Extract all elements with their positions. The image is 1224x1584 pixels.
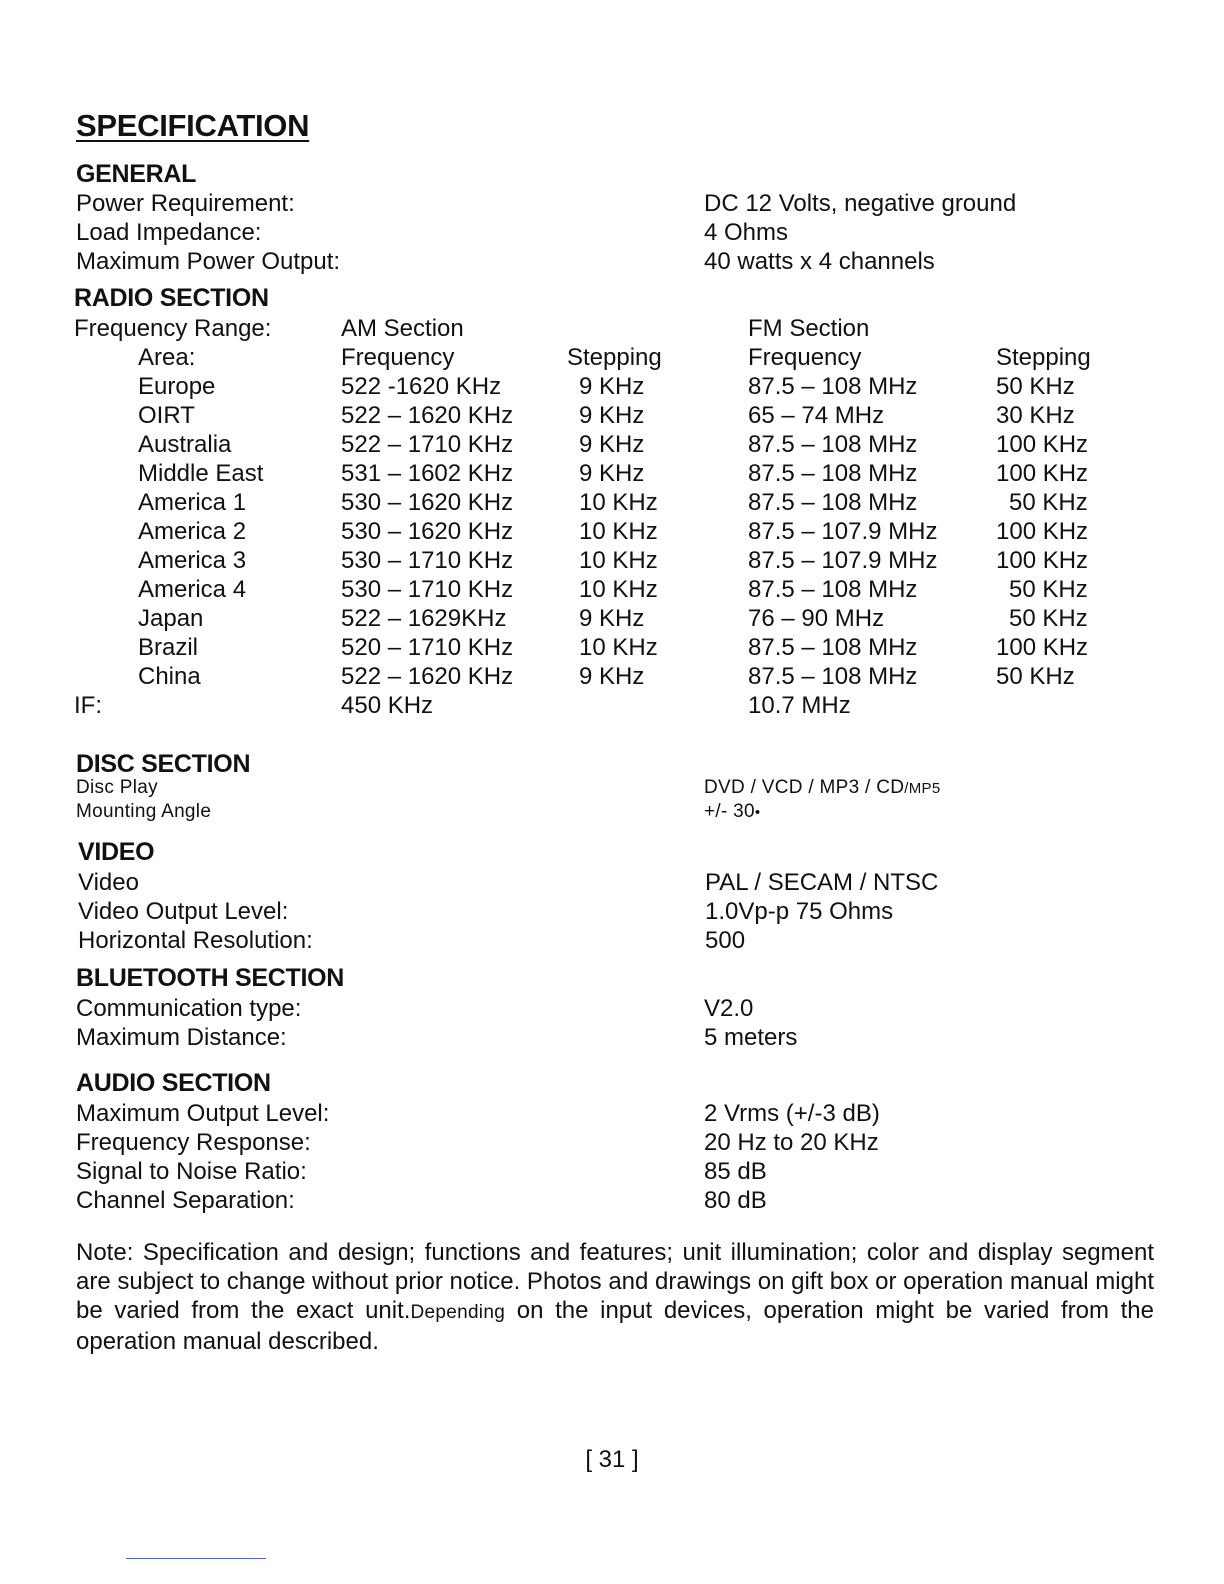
- radio-area: Japan: [138, 605, 204, 632]
- radio-am-stepping: 9 KHz: [579, 460, 645, 487]
- radio-am-stepping: 9 KHz: [579, 431, 645, 458]
- radio-am-stepping: 9 KHz: [579, 402, 645, 429]
- am-frequency-header: Frequency: [341, 344, 455, 371]
- radio-heading: RADIO SECTION: [74, 284, 269, 312]
- radio-am-frequency: 530 – 1710 KHz: [341, 576, 514, 603]
- bluetooth-label-type: Communication type:: [76, 995, 302, 1022]
- note-text-part3: on the input devices, operation might be varied from the operation manual described.: [76, 1297, 1155, 1355]
- radio-fm-stepping: 100 KHz: [996, 460, 1089, 487]
- radio-fm-stepping: 100 KHz: [996, 547, 1089, 574]
- radio-area: Brazil: [138, 634, 199, 661]
- audio-label-frequency-response: Frequency Response:: [76, 1129, 311, 1156]
- radio-fm-frequency: 76 – 90 MHz: [748, 605, 885, 632]
- general-heading: GENERAL: [76, 160, 197, 188]
- radio-fm-stepping: 100 KHz: [996, 431, 1089, 458]
- audio-label-separation: Channel Separation:: [76, 1187, 295, 1214]
- general-value-power: DC 12 Volts, negative ground: [704, 190, 1017, 217]
- page-title: SPECIFICATION: [76, 108, 310, 143]
- radio-am-stepping: 10 KHz: [579, 576, 658, 603]
- fm-frequency-header: Frequency: [748, 344, 862, 371]
- radio-am-stepping: 10 KHz: [579, 547, 658, 574]
- fm-stepping-header: Stepping: [996, 344, 1091, 371]
- video-value-output-level: 1.0Vp-p 75 Ohms: [705, 898, 894, 925]
- video-value-resolution: 500: [705, 927, 746, 954]
- radio-am-stepping: 10 KHz: [579, 518, 658, 545]
- radio-am-stepping: 10 KHz: [579, 489, 658, 516]
- bottom-rule: [126, 1558, 266, 1559]
- audio-value-output-level: 2 Vrms (+/-3 dB): [704, 1100, 880, 1127]
- disc-play-formats: DVD / VCD / MP3 / CD: [704, 777, 905, 798]
- area-header: Area:: [138, 344, 196, 371]
- radio-am-frequency: 522 – 1620 KHz: [341, 402, 514, 429]
- audio-value-snr: 85 dB: [704, 1158, 767, 1185]
- mounting-angle-number: +/- 30: [704, 801, 755, 822]
- am-section-label: AM Section: [341, 315, 464, 342]
- if-fm-value: 10.7 MHz: [748, 692, 851, 719]
- radio-fm-frequency: 87.5 – 108 MHz: [748, 634, 918, 661]
- radio-area: America 4: [138, 576, 247, 603]
- radio-am-frequency: 522 – 1620 KHz: [341, 663, 514, 690]
- radio-fm-frequency: 87.5 – 108 MHz: [748, 431, 918, 458]
- radio-fm-stepping: 50 KHz: [1009, 576, 1088, 603]
- radio-area: Europe: [138, 373, 216, 400]
- audio-value-frequency-response: 20 Hz to 20 KHz: [704, 1129, 879, 1156]
- radio-area: China: [138, 663, 201, 690]
- general-value-max-power: 40 watts x 4 channels: [704, 248, 935, 275]
- video-label-output-level: Video Output Level:: [78, 898, 289, 925]
- mounting-angle-label: Mounting Angle: [76, 801, 212, 822]
- radio-am-frequency: 522 -1620 KHz: [341, 373, 502, 400]
- radio-fm-frequency: 87.5 – 108 MHz: [748, 489, 918, 516]
- radio-am-frequency: 530 – 1620 KHz: [341, 518, 514, 545]
- video-heading: VIDEO: [78, 838, 155, 866]
- radio-fm-stepping: 50 KHz: [1009, 489, 1088, 516]
- bluetooth-heading: BLUETOOTH SECTION: [76, 964, 345, 992]
- radio-fm-frequency: 65 – 74 MHz: [748, 402, 885, 429]
- radio-area: America 3: [138, 547, 247, 574]
- radio-am-frequency: 520 – 1710 KHz: [341, 634, 514, 661]
- radio-fm-frequency: 87.5 – 107.9 MHz: [748, 518, 938, 545]
- bluetooth-label-distance: Maximum Distance:: [76, 1024, 287, 1051]
- radio-am-frequency: 530 – 1710 KHz: [341, 547, 514, 574]
- note-text-part2: Depending: [410, 1302, 506, 1323]
- audio-label-snr: Signal to Noise Ratio:: [76, 1158, 307, 1185]
- general-value-impedance: 4 Ohms: [704, 219, 789, 246]
- disc-heading: DISC SECTION: [76, 750, 251, 778]
- radio-am-frequency: 530 – 1620 KHz: [341, 489, 514, 516]
- radio-am-frequency: 522 – 1629KHz: [341, 605, 507, 632]
- radio-area: America 1: [138, 489, 247, 516]
- radio-area: Middle East: [138, 460, 264, 487]
- radio-area: Australia: [138, 431, 232, 458]
- disc-play-label: Disc Play: [76, 777, 158, 798]
- general-label-power: Power Requirement:: [76, 190, 295, 217]
- disc-play-formats-suffix: /MP5: [904, 780, 941, 797]
- degree-icon: •: [754, 804, 761, 821]
- radio-fm-stepping: 50 KHz: [1009, 605, 1088, 632]
- mounting-angle-value: [704, 800, 760, 825]
- radio-fm-frequency: 87.5 – 108 MHz: [748, 576, 918, 603]
- radio-fm-stepping: 50 KHz: [996, 373, 1075, 400]
- general-label-max-power: Maximum Power Output:: [76, 248, 341, 275]
- radio-fm-frequency: 87.5 – 108 MHz: [748, 373, 918, 400]
- radio-am-stepping: 9 KHz: [579, 605, 645, 632]
- radio-fm-stepping: 100 KHz: [996, 518, 1089, 545]
- fm-section-label: FM Section: [748, 315, 870, 342]
- audio-heading: AUDIO SECTION: [76, 1069, 271, 1097]
- frequency-range-label: Frequency Range:: [74, 315, 272, 342]
- if-am-value: 450 KHz: [341, 692, 434, 719]
- radio-am-frequency: 522 – 1710 KHz: [341, 431, 514, 458]
- radio-am-stepping: 9 KHz: [579, 373, 645, 400]
- radio-am-frequency: 531 – 1602 KHz: [341, 460, 514, 487]
- radio-am-stepping: 10 KHz: [579, 634, 658, 661]
- bluetooth-value-distance: 5 meters: [704, 1024, 798, 1051]
- radio-fm-stepping: 30 KHz: [996, 402, 1075, 429]
- note-text-part1: Note: Specification and design; functions and features; unit illumination; color and display segment are subject to change without prior notice. Photos and drawings on gift box or operation manual might be varied from the exact unit.: [76, 1239, 1154, 1324]
- general-label-impedance: Load Impedance:: [76, 219, 262, 246]
- radio-fm-frequency: 87.5 – 107.9 MHz: [748, 547, 938, 574]
- video-label-standard: Video: [78, 869, 139, 896]
- disc-play-value: [704, 776, 940, 801]
- radio-fm-frequency: 87.5 – 108 MHz: [748, 460, 918, 487]
- bluetooth-value-type: V2.0: [704, 995, 754, 1022]
- am-stepping-header: Stepping: [567, 344, 662, 371]
- radio-fm-frequency: 87.5 – 108 MHz: [748, 663, 918, 690]
- audio-value-separation: 80 dB: [704, 1187, 767, 1214]
- radio-fm-stepping: 50 KHz: [996, 663, 1075, 690]
- video-value-standard: PAL / SECAM / NTSC: [705, 869, 939, 896]
- audio-label-output-level: Maximum Output Level:: [76, 1100, 330, 1127]
- radio-area: OIRT: [138, 402, 195, 429]
- radio-am-stepping: 9 KHz: [579, 663, 645, 690]
- if-label: IF:: [74, 692, 102, 719]
- radio-area: America 2: [138, 518, 247, 545]
- radio-fm-stepping: 100 KHz: [996, 634, 1089, 661]
- disclaimer-note: [76, 1238, 1154, 1356]
- video-label-resolution: Horizontal Resolution:: [78, 927, 313, 954]
- page-number: [ 31 ]: [585, 1446, 639, 1473]
